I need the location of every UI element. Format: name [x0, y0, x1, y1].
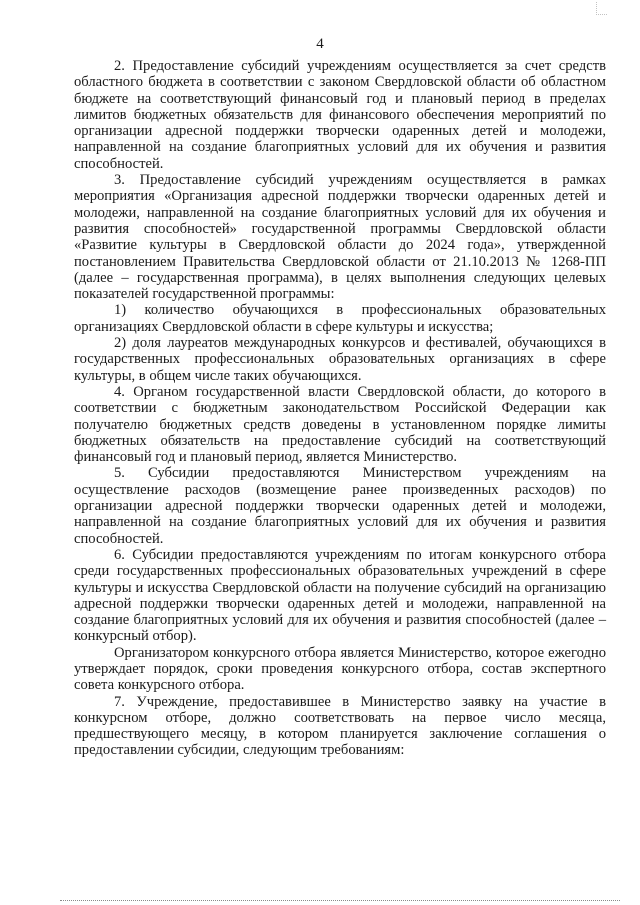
scan-edge-line: [60, 900, 620, 901]
paragraph-3-item-1: 1) количество обучающихся в профессиональных образовательных организациях Свердловской области в сфере культуры и искусства;: [74, 302, 606, 335]
document-body: [74, 58, 606, 759]
page-number: 4: [316, 36, 324, 52]
paragraph-3: 3. Предоставление субсидий учреждениям осуществляется в рамках мероприятия «Организация адресной поддержки творчески одаренных детей и молодежи, направленной на создание благоприятных условий для их обучения и развития способностей» государственной программы Свердловской области «Развитие культуры в Свердловской области до 2024 года», утвержденной постановлением Правительства Свердловской области от 21.10.2013 № 1268-ПП (далее – государственная программа), в целях выполнения следующих целевых показателей государственной программы:: [74, 172, 606, 303]
paragraph-2: 2. Предоставление субсидий учреждениям осуществляется за счет средств областного бюджета в соответствии с законом Свердловской области об областном бюджете на соответствующий финансовый год и плановый период в пределах лимитов бюджетных обязательств для финансового обеспечения мероприятий по организации адресной поддержки творчески одаренных детей и молодежи, направленной на создание благоприятных условий для их обучения и развития способностей.: [74, 58, 606, 172]
paragraph-7: 7. Учреждение, предоставившее в Министерство заявку на участие в конкурсном отборе, должно соответствовать на первое число месяца, предшествующего месяцу, в котором планируется заключение соглашения о предоставлении субсидии, следующим требованиям:: [74, 693, 606, 759]
paragraph-4: 4. Органом государственной власти Свердловской области, до которого в соответствии с бюджетным законодательством Российской Федерации как получателю бюджетных средств доведены в установленном порядке лимиты бюджетных обязательств на предоставление субсидий на соответствующий финансовый год и плановый период, является Министерство.: [74, 383, 606, 466]
scan-corner-mark: [596, 2, 607, 15]
paragraph-5: 5. Субсидии предоставляются Министерством учреждениям на осуществление расходов (возмещение ранее произведенных расходов) по организации адресной поддержки творчески одаренных детей и молодежи, направленной на создание благоприятных условий для их обучения и развития способностей.: [74, 465, 606, 547]
paragraph-3-item-2: 2) доля лауреатов международных конкурсов и фестивалей, обучающихся в государственных профессиональных образовательных организациях в сфере культуры, в общем числе таких обучающихся.: [74, 335, 606, 384]
paragraph-6: 6. Субсидии предоставляются учреждениям по итогам конкурсного отбора среди государственных профессиональных образовательных учреждений в сфере культуры и искусства Свердловской области на получение субсидий на организацию адресной поддержки творчески одаренных детей и молодежи, направленной на создание благоприятных условий для их обучения и развития способностей (далее – конкурсный отбор).: [74, 546, 606, 645]
paragraph-6-organizer: Организатором конкурсного отбора является Министерство, которое ежегодно утверждает порядок, сроки проведения конкурсного отбора, состав экспертного совета конкурсного отбора.: [74, 644, 606, 694]
